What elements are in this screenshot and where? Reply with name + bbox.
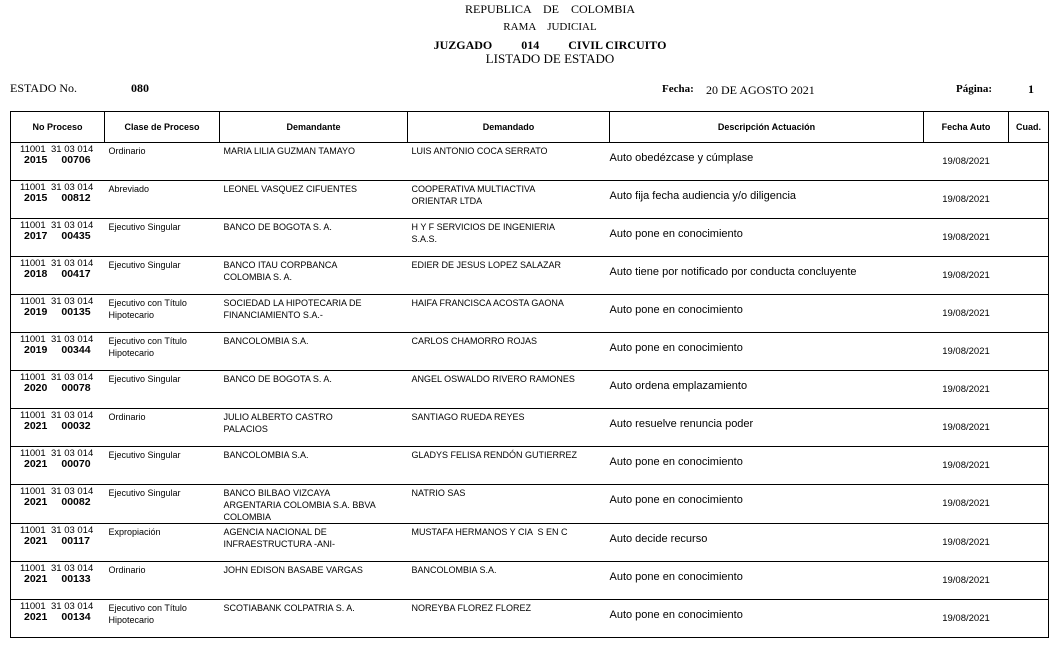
cell-descripcion bbox=[610, 409, 924, 447]
cell-fecha-auto bbox=[924, 600, 1009, 638]
proceso-code: 11001 31 03 014 bbox=[20, 182, 94, 193]
proceso-number: 00417 bbox=[61, 268, 91, 280]
descripcion-text: Auto pone en conocimiento bbox=[609, 494, 743, 506]
document-title: LISTADO DE ESTADO bbox=[485, 51, 615, 66]
fecha-auto-text: 19/08/2021 bbox=[942, 537, 990, 548]
proceso-year: 2021 bbox=[24, 496, 48, 508]
descripcion-text: Auto pone en conocimiento bbox=[609, 456, 743, 468]
clase-text: Ejecutivo con Título Hipotecario bbox=[108, 298, 187, 320]
cell-no-proceso bbox=[11, 524, 105, 562]
estado-value: 080 bbox=[131, 81, 149, 95]
cell-clase bbox=[105, 181, 220, 219]
proceso-year: 2019 bbox=[24, 306, 48, 318]
proceso-code: 11001 31 03 014 bbox=[20, 296, 94, 307]
cell-demandado bbox=[408, 485, 610, 524]
proceso-code: 11001 31 03 014 bbox=[20, 525, 94, 536]
cell-no-proceso bbox=[11, 219, 105, 257]
cell-fecha-auto bbox=[924, 409, 1009, 447]
table-row bbox=[11, 257, 1049, 295]
table-row bbox=[11, 562, 1049, 600]
cell-fecha-auto bbox=[924, 524, 1009, 562]
proceso-year: 2019 bbox=[24, 344, 48, 356]
cell-demandado bbox=[408, 447, 610, 485]
fecha-auto-text: 19/08/2021 bbox=[942, 346, 990, 357]
proceso-number: 00082 bbox=[61, 496, 91, 508]
proceso-code: 11001 31 03 014 bbox=[20, 258, 94, 269]
demandante-text: BANCOLOMBIA S.A. bbox=[223, 336, 309, 346]
descripcion-text: Auto pone en conocimiento bbox=[609, 609, 743, 621]
estado-label: ESTADO No. bbox=[10, 81, 78, 95]
cell-demandante bbox=[220, 333, 408, 371]
cell-no-proceso bbox=[11, 143, 105, 181]
clase-text: Ordinario bbox=[108, 146, 146, 156]
col-header-descripcion: Descripción Actuación bbox=[610, 112, 924, 143]
descripcion-text: Auto pone en conocimiento bbox=[609, 342, 743, 354]
demandante-text: BANCO ITAU CORPBANCA COLOMBIA S. A. bbox=[223, 260, 337, 282]
cell-no-proceso bbox=[11, 485, 105, 524]
cell-descripcion bbox=[610, 371, 924, 409]
cell-demandante bbox=[220, 485, 408, 524]
cell-no-proceso bbox=[11, 371, 105, 409]
fecha-auto-text: 19/08/2021 bbox=[942, 308, 990, 319]
cell-clase bbox=[105, 143, 220, 181]
clase-text: Ejecutivo Singular bbox=[108, 222, 181, 232]
cell-descripcion bbox=[610, 447, 924, 485]
cell-demandante bbox=[220, 562, 408, 600]
clase-text: Ordinario bbox=[108, 565, 146, 575]
cell-fecha-auto bbox=[924, 562, 1009, 600]
table-row bbox=[11, 409, 1049, 447]
clase-text: Ejecutivo Singular bbox=[108, 450, 181, 460]
col-header-demandado: Demandado bbox=[408, 112, 610, 143]
cell-fecha-auto bbox=[924, 333, 1009, 371]
cell-descripcion bbox=[610, 562, 924, 600]
proceso-number: 00706 bbox=[61, 154, 91, 166]
descripcion-text: Auto pone en conocimiento bbox=[609, 304, 743, 316]
court-label: JUZGADO bbox=[433, 38, 493, 52]
cell-no-proceso bbox=[11, 447, 105, 485]
fecha-auto-text: 19/08/2021 bbox=[942, 232, 990, 243]
fecha-auto-text: 19/08/2021 bbox=[942, 156, 990, 167]
cell-clase bbox=[105, 295, 220, 333]
fecha-auto-text: 19/08/2021 bbox=[942, 498, 990, 509]
cell-descripcion bbox=[610, 333, 924, 371]
demandado-text: EDIER DE JESUS LOPEZ SALAZAR bbox=[411, 260, 562, 270]
cell-no-proceso bbox=[11, 409, 105, 447]
demandante-text: BANCO DE BOGOTA S. A. bbox=[223, 222, 332, 232]
proceso-code: 11001 31 03 014 bbox=[20, 563, 94, 574]
table-row bbox=[11, 219, 1049, 257]
col-header-fecha-auto: Fecha Auto bbox=[924, 112, 1009, 143]
proceso-code: 11001 31 03 014 bbox=[20, 334, 94, 345]
demandado-text: H Y F SERVICIOS DE INGENIERIA S.A.S. bbox=[411, 222, 558, 244]
cell-clase bbox=[105, 219, 220, 257]
proceso-number: 00435 bbox=[61, 230, 91, 242]
proceso-number: 00078 bbox=[61, 382, 91, 394]
cell-cuad bbox=[1009, 524, 1049, 562]
demandante-text: AGENCIA NACIONAL DE INFRAESTRUCTURA -ANI- bbox=[223, 527, 336, 549]
cell-clase bbox=[105, 485, 220, 524]
cell-demandado bbox=[408, 333, 610, 371]
proceso-number: 00134 bbox=[61, 611, 91, 623]
clase-text: Ejecutivo Singular bbox=[108, 260, 181, 270]
cell-demandante bbox=[220, 143, 408, 181]
cell-descripcion bbox=[610, 600, 924, 638]
proceso-year: 2021 bbox=[24, 573, 48, 585]
cell-cuad bbox=[1009, 295, 1049, 333]
clase-text: Ejecutivo con Título Hipotecario bbox=[108, 603, 187, 625]
cell-demandante bbox=[220, 371, 408, 409]
proceso-year: 2015 bbox=[24, 154, 48, 166]
table-header-row bbox=[11, 112, 1049, 143]
table-row bbox=[11, 485, 1049, 524]
cell-demandado bbox=[408, 524, 610, 562]
proceso-number: 00344 bbox=[61, 344, 91, 356]
table-row bbox=[11, 333, 1049, 371]
cell-no-proceso bbox=[11, 257, 105, 295]
clase-text: Expropiación bbox=[108, 527, 161, 537]
cell-fecha-auto bbox=[924, 371, 1009, 409]
estado-table bbox=[10, 111, 1049, 638]
cell-clase bbox=[105, 257, 220, 295]
cell-no-proceso bbox=[11, 181, 105, 219]
proceso-year: 2018 bbox=[24, 268, 48, 280]
proceso-number: 00133 bbox=[61, 573, 91, 585]
court-number: 014 bbox=[521, 38, 540, 52]
col-header-cuad: Cuad. bbox=[1009, 112, 1049, 143]
proceso-number: 00032 bbox=[61, 420, 91, 432]
cell-cuad bbox=[1009, 600, 1049, 638]
table-row bbox=[11, 600, 1049, 638]
table-row bbox=[11, 371, 1049, 409]
fecha-auto-text: 19/08/2021 bbox=[942, 460, 990, 471]
demandado-text: COOPERATIVA MULTIACTIVA ORIENTAR LTDA bbox=[411, 184, 538, 206]
cell-fecha-auto bbox=[924, 181, 1009, 219]
cell-demandante bbox=[220, 295, 408, 333]
demandante-text: JULIO ALBERTO CASTRO PALACIOS bbox=[223, 412, 333, 434]
descripcion-text: Auto resuelve renuncia poder bbox=[609, 418, 754, 430]
cell-demandante bbox=[220, 409, 408, 447]
table-body bbox=[11, 143, 1049, 638]
table-row bbox=[11, 181, 1049, 219]
court-type: CIVIL CIRCUITO bbox=[568, 38, 667, 52]
cell-clase bbox=[105, 409, 220, 447]
fecha-auto-text: 19/08/2021 bbox=[942, 575, 990, 586]
proceso-code: 11001 31 03 014 bbox=[20, 220, 94, 231]
proceso-year: 2020 bbox=[24, 382, 48, 394]
proceso-year: 2021 bbox=[24, 458, 48, 470]
demandado-text: NATRIO SAS bbox=[411, 488, 466, 498]
demandado-text: HAIFA FRANCISCA ACOSTA GAONA bbox=[411, 298, 564, 308]
cell-demandado bbox=[408, 295, 610, 333]
descripcion-text: Auto tiene por notificado por conducta concluyente bbox=[609, 266, 857, 278]
proceso-year: 2021 bbox=[24, 420, 48, 432]
demandado-text: BANCOLOMBIA S.A. bbox=[411, 565, 497, 575]
table-row bbox=[11, 447, 1049, 485]
cell-clase bbox=[105, 333, 220, 371]
fecha-auto-text: 19/08/2021 bbox=[942, 194, 990, 205]
proceso-code: 11001 31 03 014 bbox=[20, 486, 94, 497]
cell-demandante bbox=[220, 219, 408, 257]
cell-cuad bbox=[1009, 257, 1049, 295]
proceso-code: 11001 31 03 014 bbox=[20, 448, 94, 459]
fecha-auto-text: 19/08/2021 bbox=[942, 613, 990, 624]
proceso-year: 2021 bbox=[24, 611, 48, 623]
table-row bbox=[11, 295, 1049, 333]
proceso-year: 2017 bbox=[24, 230, 48, 242]
table-row bbox=[11, 143, 1049, 181]
descripcion-text: Auto decide recurso bbox=[609, 533, 708, 545]
col-header-no-proceso: No Proceso bbox=[11, 112, 105, 143]
demandado-text: NOREYBA FLOREZ FLOREZ bbox=[411, 603, 532, 613]
proceso-number: 00135 bbox=[61, 306, 91, 318]
proceso-year: 2015 bbox=[24, 192, 48, 204]
descripcion-text: Auto ordena emplazamiento bbox=[609, 380, 748, 392]
fecha-value: 20 DE AGOSTO 2021 bbox=[706, 83, 815, 97]
cell-clase bbox=[105, 562, 220, 600]
fecha-auto-text: 19/08/2021 bbox=[942, 270, 990, 281]
pagina-label: Página: bbox=[956, 83, 993, 95]
fecha-label: Fecha: bbox=[662, 83, 694, 95]
header-branch: RAMA JUDICIAL bbox=[503, 21, 597, 33]
demandado-text: CARLOS CHAMORRO ROJAS bbox=[411, 336, 538, 346]
cell-no-proceso bbox=[11, 295, 105, 333]
cell-clase bbox=[105, 600, 220, 638]
cell-demandado bbox=[408, 143, 610, 181]
cell-descripcion bbox=[610, 181, 924, 219]
demandado-text: GLADYS FELISA RENDÓN GUTIERREZ bbox=[411, 450, 578, 460]
cell-demandante bbox=[220, 524, 408, 562]
demandante-text: BANCOLOMBIA S.A. bbox=[223, 450, 309, 460]
cell-demandante bbox=[220, 257, 408, 295]
descripcion-text: Auto obedézcase y cúmplase bbox=[609, 152, 754, 164]
col-header-demandante: Demandante bbox=[220, 112, 408, 143]
col-header-clase: Clase de Proceso bbox=[105, 112, 220, 143]
cell-cuad bbox=[1009, 485, 1049, 524]
demandante-text: JOHN EDISON BASABE VARGAS bbox=[223, 565, 363, 575]
proceso-number: 00812 bbox=[61, 192, 91, 204]
cell-fecha-auto bbox=[924, 447, 1009, 485]
cell-cuad bbox=[1009, 371, 1049, 409]
demandante-text: SOCIEDAD LA HIPOTECARIA DE FINANCIAMIENTO S.A.- bbox=[223, 298, 362, 320]
cell-demandado bbox=[408, 409, 610, 447]
cell-cuad bbox=[1009, 333, 1049, 371]
fecha-auto-text: 19/08/2021 bbox=[942, 384, 990, 395]
descripcion-text: Auto pone en conocimiento bbox=[609, 571, 743, 583]
clase-text: Ejecutivo Singular bbox=[108, 488, 181, 498]
proceso-code: 11001 31 03 014 bbox=[20, 410, 94, 421]
cell-no-proceso bbox=[11, 333, 105, 371]
demandado-text: ANGEL OSWALDO RIVERO RAMONES bbox=[411, 374, 575, 384]
header-country: REPUBLICA DE COLOMBIA bbox=[464, 2, 635, 16]
cell-demandado bbox=[408, 257, 610, 295]
cell-descripcion bbox=[610, 295, 924, 333]
cell-cuad bbox=[1009, 143, 1049, 181]
demandado-text: LUIS ANTONIO COCA SERRATO bbox=[411, 146, 548, 156]
clase-text: Ordinario bbox=[108, 412, 146, 422]
cell-no-proceso bbox=[11, 600, 105, 638]
cell-fecha-auto bbox=[924, 295, 1009, 333]
cell-cuad bbox=[1009, 181, 1049, 219]
demandante-text: LEONEL VASQUEZ CIFUENTES bbox=[223, 184, 358, 194]
clase-text: Ejecutivo con Título Hipotecario bbox=[108, 336, 187, 358]
clase-text: Ejecutivo Singular bbox=[108, 374, 181, 384]
cell-descripcion bbox=[610, 524, 924, 562]
descripcion-text: Auto pone en conocimiento bbox=[609, 228, 743, 240]
cell-cuad bbox=[1009, 562, 1049, 600]
cell-cuad bbox=[1009, 219, 1049, 257]
demandante-text: BANCO BILBAO VIZCAYA ARGENTARIA COLOMBIA S.A. BBVA COLOMBIA bbox=[223, 488, 376, 522]
cell-clase bbox=[105, 524, 220, 562]
cell-demandante bbox=[220, 600, 408, 638]
cell-demandante bbox=[220, 181, 408, 219]
descripcion-text: Auto fija fecha audiencia y/o diligencia bbox=[609, 190, 797, 202]
proceso-code: 11001 31 03 014 bbox=[20, 144, 94, 155]
cell-clase bbox=[105, 371, 220, 409]
demandante-text: MARIA LILIA GUZMAN TAMAYO bbox=[223, 146, 356, 156]
cell-demandado bbox=[408, 371, 610, 409]
cell-fecha-auto bbox=[924, 219, 1009, 257]
demandante-text: BANCO DE BOGOTA S. A. bbox=[223, 374, 332, 384]
cell-cuad bbox=[1009, 409, 1049, 447]
cell-descripcion bbox=[610, 143, 924, 181]
table-row bbox=[11, 524, 1049, 562]
proceso-code: 11001 31 03 014 bbox=[20, 601, 94, 612]
cell-no-proceso bbox=[11, 562, 105, 600]
demandado-text: SANTIAGO RUEDA REYES bbox=[411, 412, 525, 422]
cell-descripcion bbox=[610, 219, 924, 257]
demandante-text: SCOTIABANK COLPATRIA S. A. bbox=[223, 603, 355, 613]
proceso-number: 00117 bbox=[61, 535, 90, 547]
cell-descripcion bbox=[610, 257, 924, 295]
fecha-auto-text: 19/08/2021 bbox=[942, 422, 990, 433]
demandado-text: MUSTAFA HERMANOS Y CIA S EN C bbox=[411, 527, 568, 537]
cell-demandado bbox=[408, 562, 610, 600]
cell-clase bbox=[105, 447, 220, 485]
proceso-number: 00070 bbox=[61, 458, 91, 470]
cell-fecha-auto bbox=[924, 485, 1009, 524]
cell-demandado bbox=[408, 181, 610, 219]
pagina-value: 1 bbox=[1028, 82, 1034, 96]
cell-demandante bbox=[220, 447, 408, 485]
clase-text: Abreviado bbox=[108, 184, 150, 194]
proceso-year: 2021 bbox=[24, 535, 48, 547]
cell-cuad bbox=[1009, 447, 1049, 485]
proceso-code: 11001 31 03 014 bbox=[20, 372, 94, 383]
cell-descripcion bbox=[610, 485, 924, 524]
cell-demandado bbox=[408, 600, 610, 638]
cell-fecha-auto bbox=[924, 143, 1009, 181]
cell-fecha-auto bbox=[924, 257, 1009, 295]
cell-demandado bbox=[408, 219, 610, 257]
